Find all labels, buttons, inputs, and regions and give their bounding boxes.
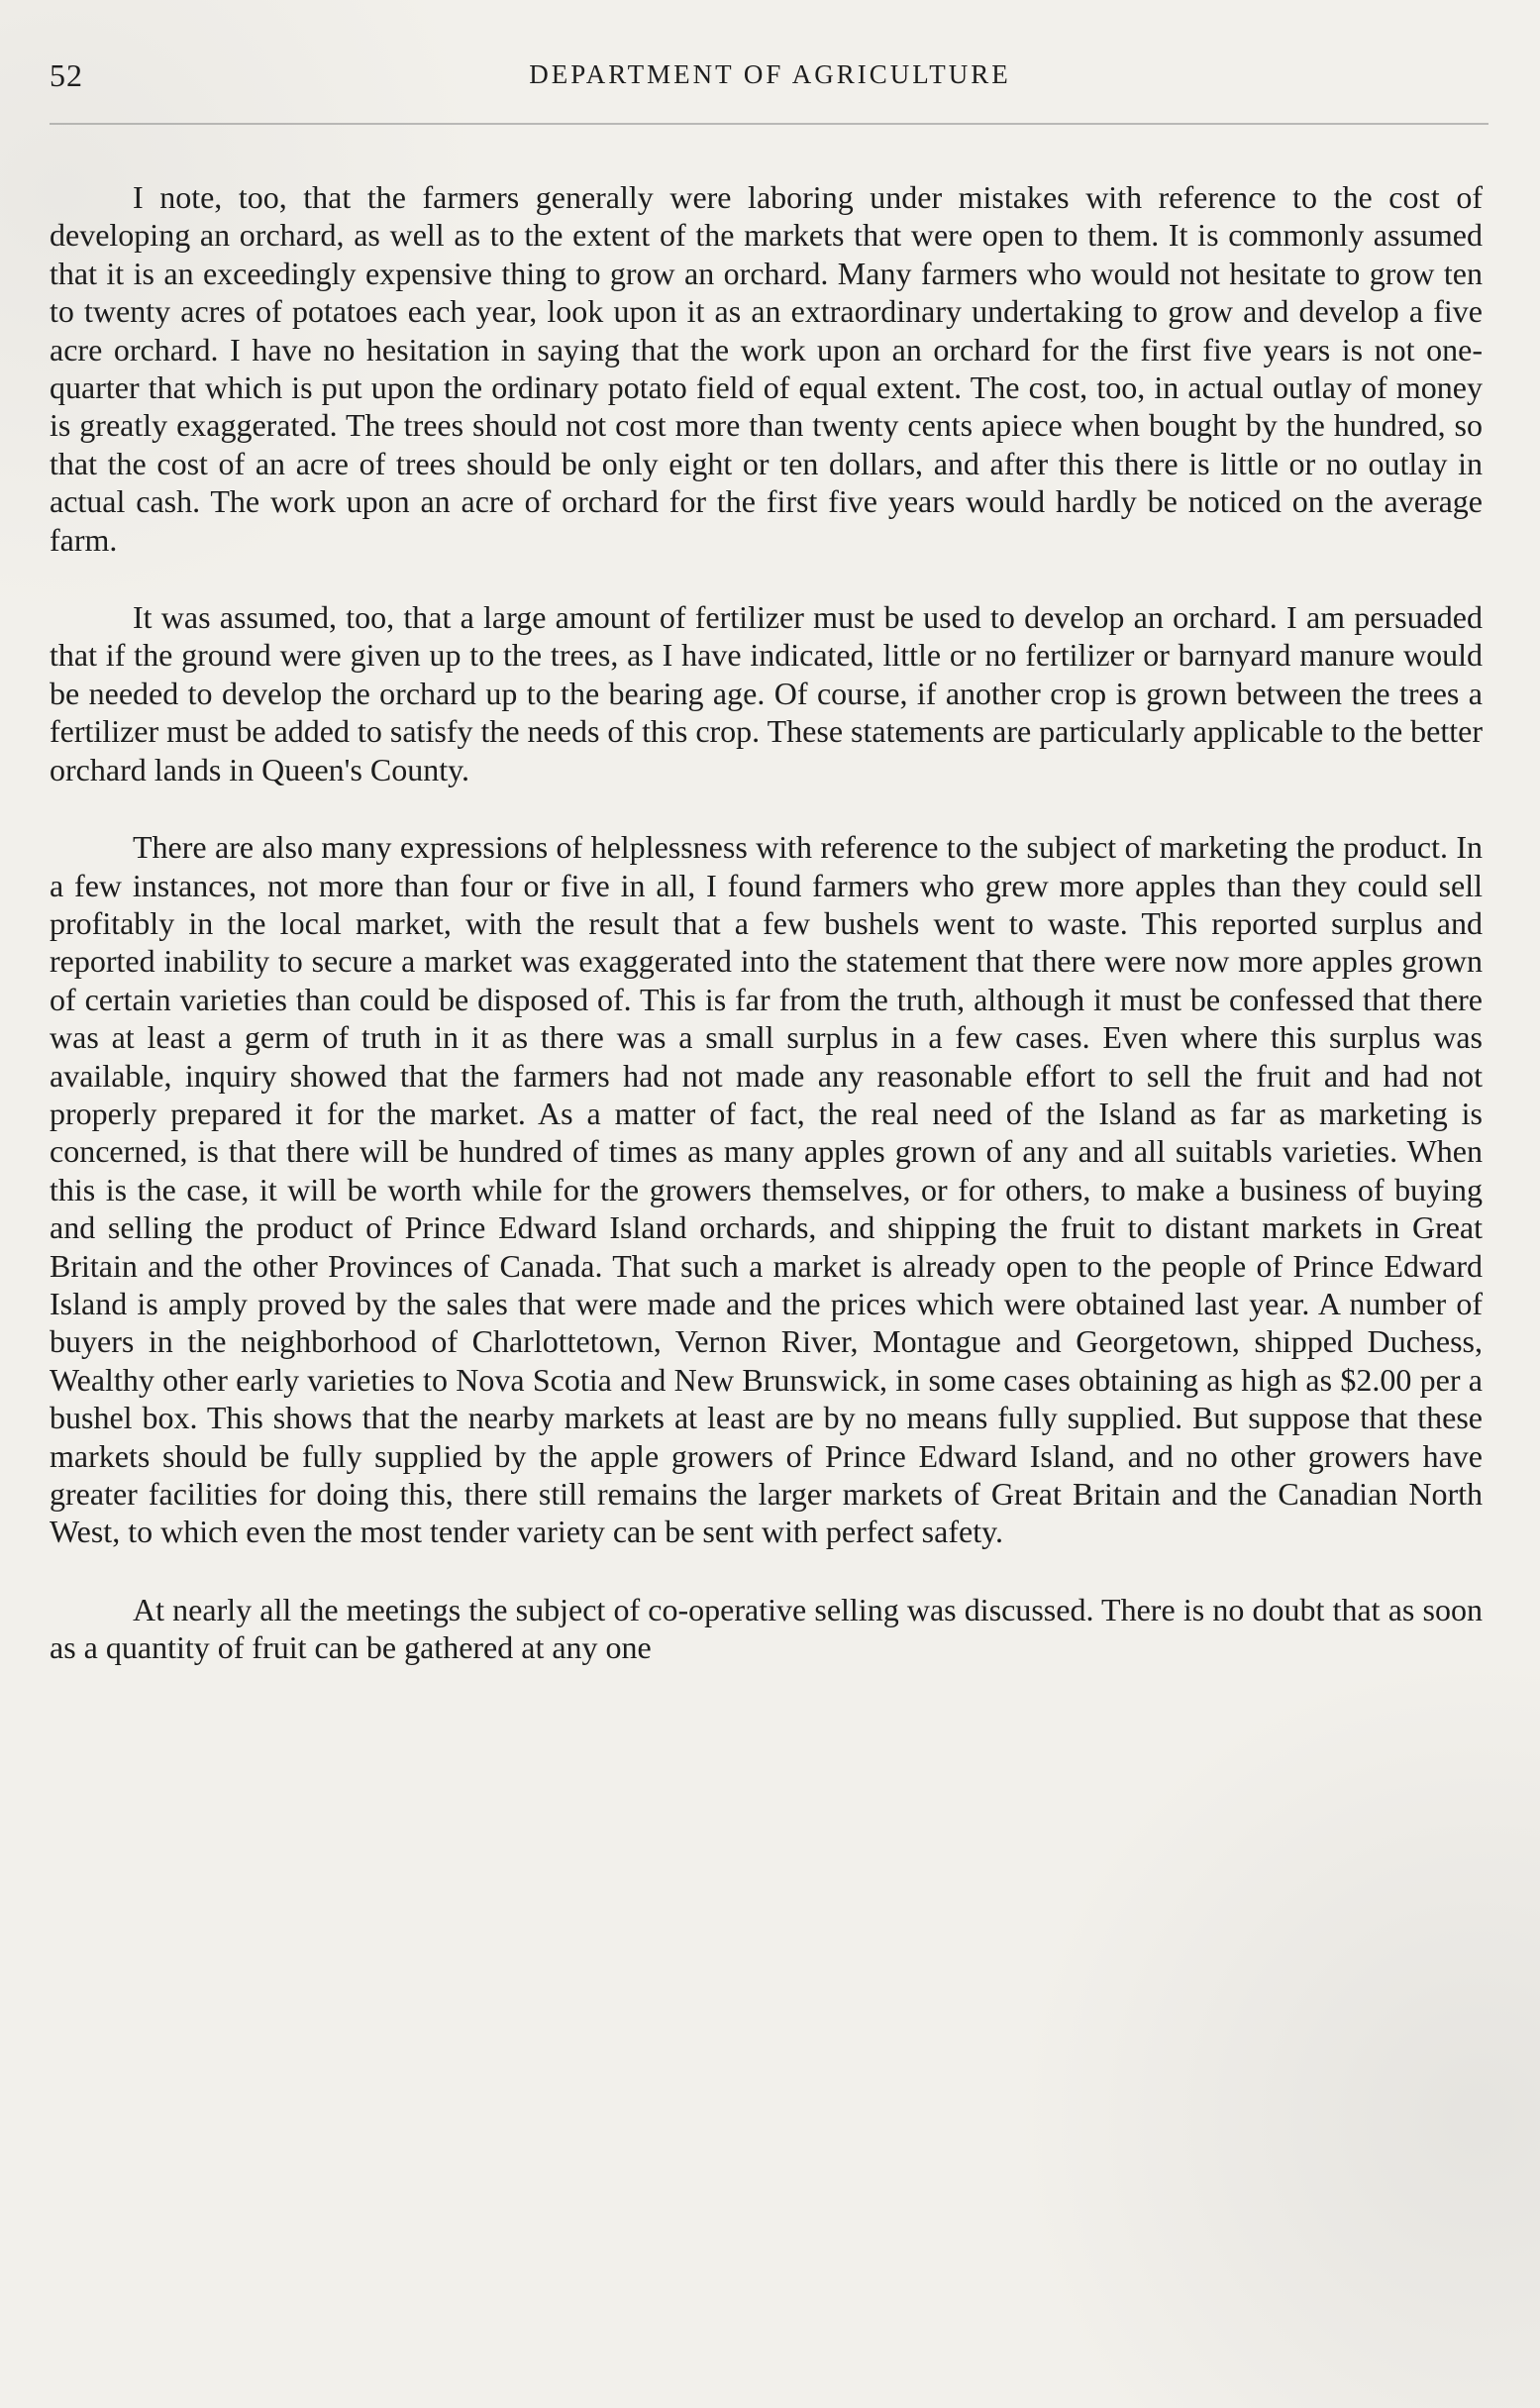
paragraph: I note, too, that the farmers generally were laboring under mistakes with reference to the cost of developing an orchard, as well as to the extent of the markets that were open to them. It is commonly assumed that it is an exceedingly expensive thing to grow an orchard. Many farmers who would not hesitate to grow ten to twenty acres of potatoes each year, look upon it as an extraordinary undertaking to grow and develop a five acre orchard. I have no hesitation in saying that the work upon an orchard for the first five years is not one-quarter that which is put upon the ordinary potato field of equal extent. The cost, too, in actual outlay of money is greatly exaggerated. The trees should not cost more than twenty cents apiece when bought by the hundred, so that the cost of an acre of trees should be only eight or ten dollars, and after this there is little or no outlay in actual cash. The work upon an acre of orchard for the first five years would hardly be noticed on the average farm.: [50, 179, 1483, 558]
page-header: [50, 57, 1490, 99]
running-head: DEPARTMENT OF AGRICULTURE: [529, 59, 1011, 89]
paragraph: At nearly all the meetings the subject of co-operative selling was discussed. There is no doubt that as soon as a quantity of fruit can be gathered at any one: [50, 1591, 1483, 1666]
paragraph: It was assumed, too, that a large amount of fertilizer must be used to develop an orchard. I am persuaded that if the ground were given up to the trees, as I have indicated, little or no fertilizer or barnyard manure would be needed to develop the orchard up to the bearing age. Of course, if another crop is grown between the trees a fertilizer must be added to satisfy the needs of this crop. These statements are particularly applicable to the better orchard lands in Queen's County.: [50, 599, 1483, 787]
header-rule: [50, 123, 1489, 125]
document-body: [50, 178, 1483, 1667]
page-number: 52: [50, 57, 83, 93]
paragraph: There are also many expressions of helplessness with reference to the subject of marketing the product. In a few instances, not more than four or five in all, I found farmers who grew more apples than they could sell profitably in the local market, with the result that a few bushels went to waste. This reported surplus and reported inability to secure a market was exaggerated into the statement that there were now more apples grown of certain varieties than could be disposed of. This is far from the truth, although it must be confessed that there was at least a germ of truth in it as there was a small surplus in a few cases. Even where this surplus was available, inquiry showed that the farmers had not made any reasonable effort to sell the fruit and had not properly prepared it for the market. As a matter of fact, the real need of the Island as far as marketing is concerned, is that there will be hundred of times as many apples grown of any and all suitabls varieties. When this is the case, it will be worth while for the growers themselves, or for others, to make a business of buying and selling the product of Prince Edward Island orchards, and shipping the fruit to distant markets in Great Britain and the other Provinces of Canada. That such a market is already open to the people of Prince Edward Island is amply proved by the sales that were made and the prices which were obtained last year. A number of buyers in the neighborhood of Charlottetown, Vernon River, Montague and Georgetown, shipped Duchess, Wealthy other early varieties to Nova Scotia and New Brunswick, in some cases obtaining as high as $2.00 per a bushel box. This shows that the nearby markets at least are by no means fully supplied. But suppose that these markets should be fully supplied by the apple growers of Prince Edward Island, and no other growers have greater facilities for doing this, there still remains the larger markets of Great Britain and the Canadian North West, to which even the most tender variety can be sent with perfect safety.: [50, 829, 1483, 1550]
